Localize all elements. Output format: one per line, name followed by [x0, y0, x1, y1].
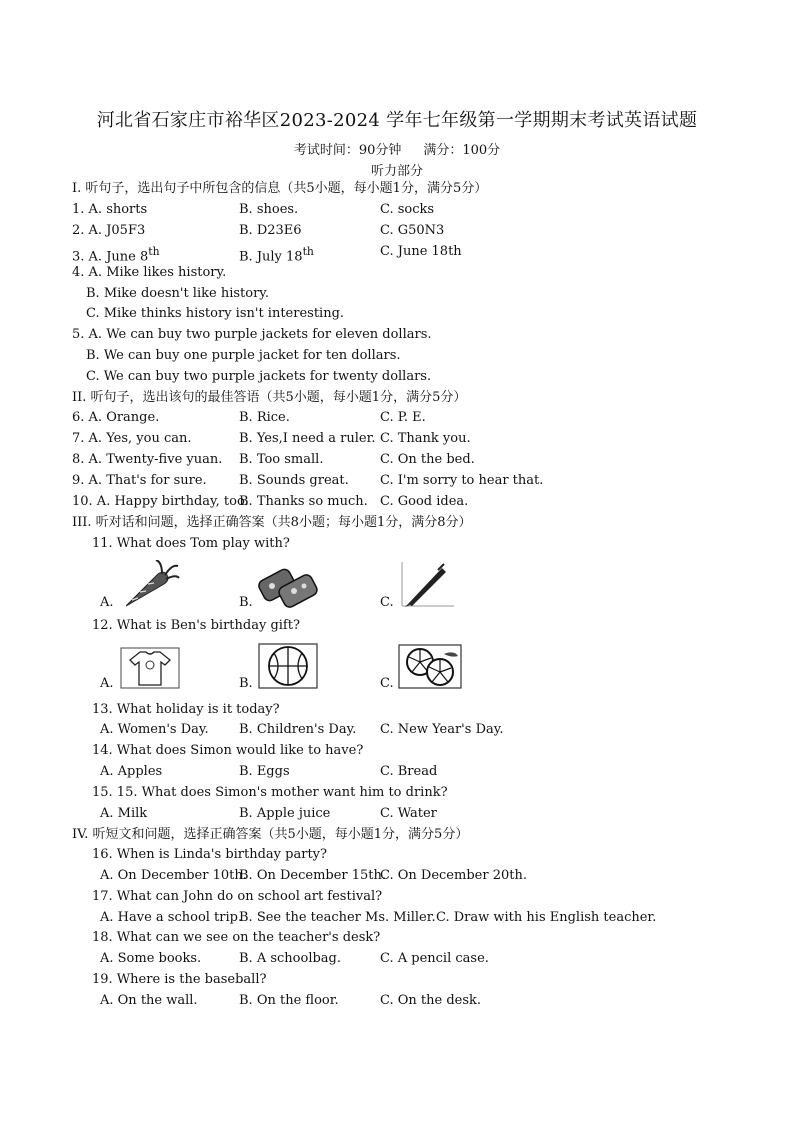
- q3-option-c: C. June 18th: [380, 244, 462, 259]
- basketball-icon: [258, 643, 318, 689]
- q2-option-b: B. D23E6: [239, 223, 302, 238]
- q3-option-a-sup: th: [148, 245, 160, 258]
- q7-option-c: C. Thank you.: [380, 431, 471, 446]
- q19-option-c: C. On the desk.: [380, 993, 482, 1008]
- q3-option-b-text: B. July 18: [239, 249, 303, 265]
- q11-option-c: C.: [380, 595, 394, 610]
- q6-option-b: B. Rice.: [239, 410, 290, 425]
- q9-option-b: B. Sounds great.: [239, 473, 349, 488]
- q18-option-a: A. Some books.: [100, 951, 202, 966]
- q12-option-b: B.: [239, 676, 253, 691]
- q8-option-a: 8. A. Twenty-five yuan.: [72, 452, 223, 467]
- part-heading: 听力部分: [370, 164, 423, 179]
- q11-stem: 11. What does Tom play with?: [92, 536, 290, 551]
- q3-option-b-sup: th: [302, 245, 314, 258]
- section-heading-2: II. 听句子，选出该句的最佳答语（共5小题，每小题1分，满分5分）: [72, 390, 467, 405]
- q17-option-b: B. See the teacher Ms. Miller.: [239, 910, 436, 925]
- q11-option-a: A.: [100, 595, 114, 610]
- q15-option-a: A. Milk: [100, 806, 148, 821]
- q16-option-c: C. On December 20th.: [380, 868, 527, 883]
- q13-option-c: C. New Year's Day.: [380, 722, 504, 737]
- q10-option-a: 10. A. Happy birthday, too.: [72, 494, 249, 509]
- q13-option-a: A. Women's Day.: [100, 722, 209, 737]
- q9-option-a: 9. A. That's for sure.: [72, 473, 207, 488]
- q4-option-a: 4. A. Mike likes history.: [72, 265, 227, 280]
- exam-time: 考试时间：90分钟: [293, 143, 402, 158]
- q3-option-b: [239, 244, 314, 265]
- q13-stem: 13. What holiday is it today?: [92, 702, 280, 717]
- q15-option-c: C. Water: [380, 806, 437, 821]
- q2-option-c: C. G50N3: [380, 223, 445, 238]
- game-controller-icon: [256, 560, 322, 608]
- q14-option-b: B. Eggs: [239, 764, 290, 779]
- q15-option-b: B. Apple juice: [239, 806, 331, 821]
- pen-icon: [398, 560, 456, 608]
- q7-option-a: 7. A. Yes, you can.: [72, 431, 192, 446]
- section-heading-1: I. 听句子，选出句子中所包含的信息（共5小题，每小题1分，满分5分）: [72, 181, 488, 196]
- q5-option-c: C. We can buy two purple jackets for twenty dollars.: [86, 369, 432, 384]
- q11-option-b: B.: [239, 595, 253, 610]
- carrot-icon: [118, 560, 180, 608]
- q4-option-c: C. Mike thinks history isn't interesting.: [86, 306, 345, 321]
- section-heading-4: IV. 听短文和问题，选择正确答案（共5小题，每小题1分，满分5分）: [72, 827, 469, 842]
- q14-option-c: C. Bread: [380, 764, 438, 779]
- q18-stem: 18. What can we see on the teacher's desk?: [92, 930, 381, 945]
- q19-option-a: A. On the wall.: [100, 993, 198, 1008]
- q6-option-a: 6. A. Orange.: [72, 410, 160, 425]
- q14-option-a: A. Apples: [100, 764, 163, 779]
- q15-stem: 15. 15. What does Simon's mother want him to drink?: [92, 785, 448, 800]
- q16-option-a: A. On December 10th.: [100, 868, 247, 883]
- q6-option-c: C. P. E.: [380, 410, 426, 425]
- q4-option-b: B. Mike doesn't like history.: [86, 286, 270, 301]
- q2-option-a: 2. A. J05F3: [72, 223, 146, 238]
- q8-option-c: C. On the bed.: [380, 452, 475, 467]
- q18-option-b: B. A schoolbag.: [239, 951, 342, 966]
- q3-option-a: [72, 244, 160, 265]
- q1-option-c: C. socks: [380, 202, 435, 217]
- section-heading-3: III. 听对话和问题，选择正确答案（共8小题；每小题1分，满分8分）: [72, 515, 472, 530]
- q19-option-b: B. On the floor.: [239, 993, 339, 1008]
- q7-option-b: B. Yes,I need a ruler.: [239, 431, 376, 446]
- q17-stem: 17. What can John do on school art festival?: [92, 889, 383, 904]
- q19-stem: 19. Where is the baseball?: [92, 972, 267, 987]
- exam-score: 满分：100分: [423, 143, 501, 158]
- q3-option-a-text: 3. A. June 8: [72, 249, 149, 265]
- q5-option-a: 5. A. We can buy two purple jackets for eleven dollars.: [72, 327, 432, 342]
- q16-option-b: B. On December 15th.: [239, 868, 387, 883]
- q10-option-b: B. Thanks so much.: [239, 494, 368, 509]
- q17-option-a: A. Have a school trip.: [100, 910, 243, 925]
- q12-option-a: A.: [100, 676, 114, 691]
- tshirt-icon: [120, 647, 180, 689]
- q16-stem: 16. When is Linda's birthday party?: [92, 847, 327, 862]
- q13-option-b: B. Children's Day.: [239, 722, 357, 737]
- q12-stem: 12. What is Ben's birthday gift?: [92, 618, 300, 633]
- q8-option-b: B. Too small.: [239, 452, 324, 467]
- q10-option-c: C. Good idea.: [380, 494, 469, 509]
- orange-slices-icon: [398, 644, 462, 689]
- exam-info: [0, 139, 794, 158]
- q1-option-a: 1. A. shorts: [72, 202, 148, 217]
- page-title: 河北省石家庄市裕华区2023-2024 学年七年级第一学期期末考试英语试题: [96, 110, 698, 131]
- q9-option-c: C. I'm sorry to hear that.: [380, 473, 544, 488]
- q17-option-c: C. Draw with his English teacher.: [436, 910, 657, 925]
- q1-option-b: B. shoes.: [239, 202, 299, 217]
- q18-option-c: C. A pencil case.: [380, 951, 489, 966]
- q5-option-b: B. We can buy one purple jacket for ten dollars.: [86, 348, 401, 363]
- q12-option-c: C.: [380, 676, 394, 691]
- q14-stem: 14. What does Simon would like to have?: [92, 743, 364, 758]
